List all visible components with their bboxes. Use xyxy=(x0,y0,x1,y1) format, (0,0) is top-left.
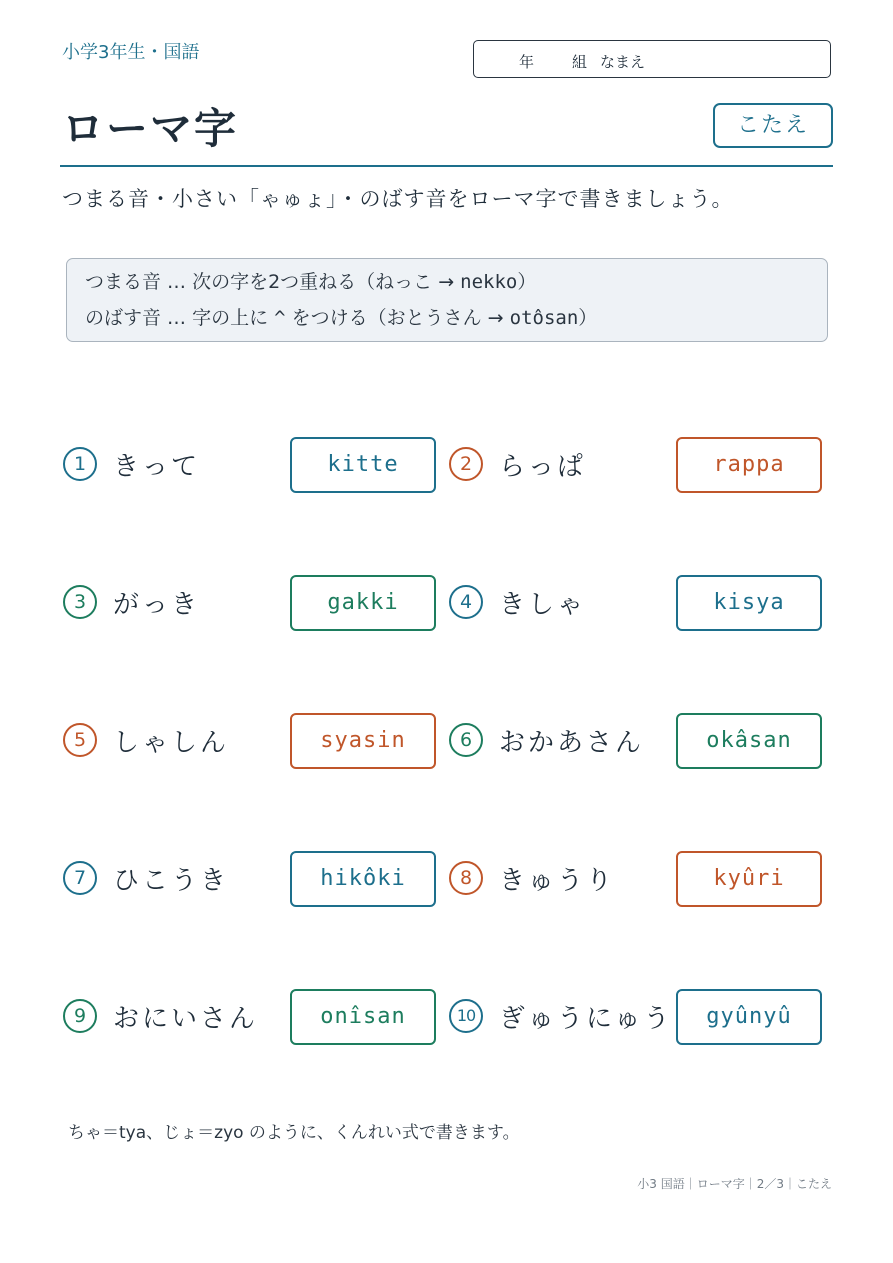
answer-box: kitte xyxy=(290,437,436,493)
hint-line1-suffix: ） xyxy=(517,271,537,293)
hint-line-doubled-consonant xyxy=(85,267,536,294)
answer-box: kisya xyxy=(676,575,822,631)
question-number: 7 xyxy=(63,861,97,895)
answer-box: hikôki xyxy=(290,851,436,907)
hint-line2-prefix: のばす音 … 字の上に xyxy=(85,307,275,329)
question-number: 9 xyxy=(63,999,97,1033)
question-number: 5 xyxy=(63,723,97,757)
question-word: きって xyxy=(113,452,201,482)
grade-label: 小学3年生・国語 xyxy=(62,42,200,63)
question-number: 6 xyxy=(449,723,483,757)
answer-box: onîsan xyxy=(290,989,436,1045)
question-word: きしゃ xyxy=(499,590,587,620)
question-number: 10 xyxy=(449,999,483,1033)
question-word: しゃしん xyxy=(113,728,230,758)
question-number: 8 xyxy=(449,861,483,895)
question-word: おかあさん xyxy=(499,728,645,758)
question-word: ひこうき xyxy=(113,866,230,896)
hint-line1-example: nekko xyxy=(460,271,518,293)
answer-box: okâsan xyxy=(676,713,822,769)
answer-box: gakki xyxy=(290,575,436,631)
answer-box: rappa xyxy=(676,437,822,493)
hint-line2-caret: ^ xyxy=(274,307,286,329)
answer-badge: こたえ xyxy=(713,103,833,148)
hint-box xyxy=(66,258,828,342)
question-word: きゅうり xyxy=(499,866,616,896)
footnote: ちゃ＝tya、じょ＝zyo のように、くんれい式で書きます。 xyxy=(68,1123,520,1143)
name-field-class: 組 xyxy=(572,53,588,71)
question-number: 2 xyxy=(449,447,483,481)
name-field[interactable] xyxy=(473,40,831,78)
question-word: がっき xyxy=(113,590,201,620)
name-field-year: 年 xyxy=(519,53,535,71)
answer-box: gyûnyû xyxy=(676,989,822,1045)
hint-line2-example: otôsan xyxy=(509,307,579,329)
question-word: おにいさん xyxy=(113,1004,259,1034)
answer-box: syasin xyxy=(290,713,436,769)
instruction-text: つまる音・小さい「ゃゅょ」・のばす音をローマ字で書きましょう。 xyxy=(62,187,734,211)
title-divider xyxy=(60,165,833,167)
page-footer: 小3 国語｜ローマ字｜2／3｜こたえ xyxy=(637,1177,832,1191)
question-number: 4 xyxy=(449,585,483,619)
page-title: ローマ字 xyxy=(62,104,239,153)
name-field-name: なまえ xyxy=(600,53,646,71)
question-word: ぎゅうにゅう xyxy=(499,1004,673,1034)
hint-line1-prefix: つまる音 … 次の字を2つ重ねる（ねっこ → xyxy=(85,271,461,293)
hint-line2-middle: をつける（おとうさん → xyxy=(285,307,510,329)
question-number: 1 xyxy=(63,447,97,481)
question-word: らっぱ xyxy=(499,452,587,482)
hint-line-long-vowel xyxy=(85,303,597,330)
answer-box: kyûri xyxy=(676,851,822,907)
question-number: 3 xyxy=(63,585,97,619)
hint-line2-suffix: ） xyxy=(578,307,598,329)
